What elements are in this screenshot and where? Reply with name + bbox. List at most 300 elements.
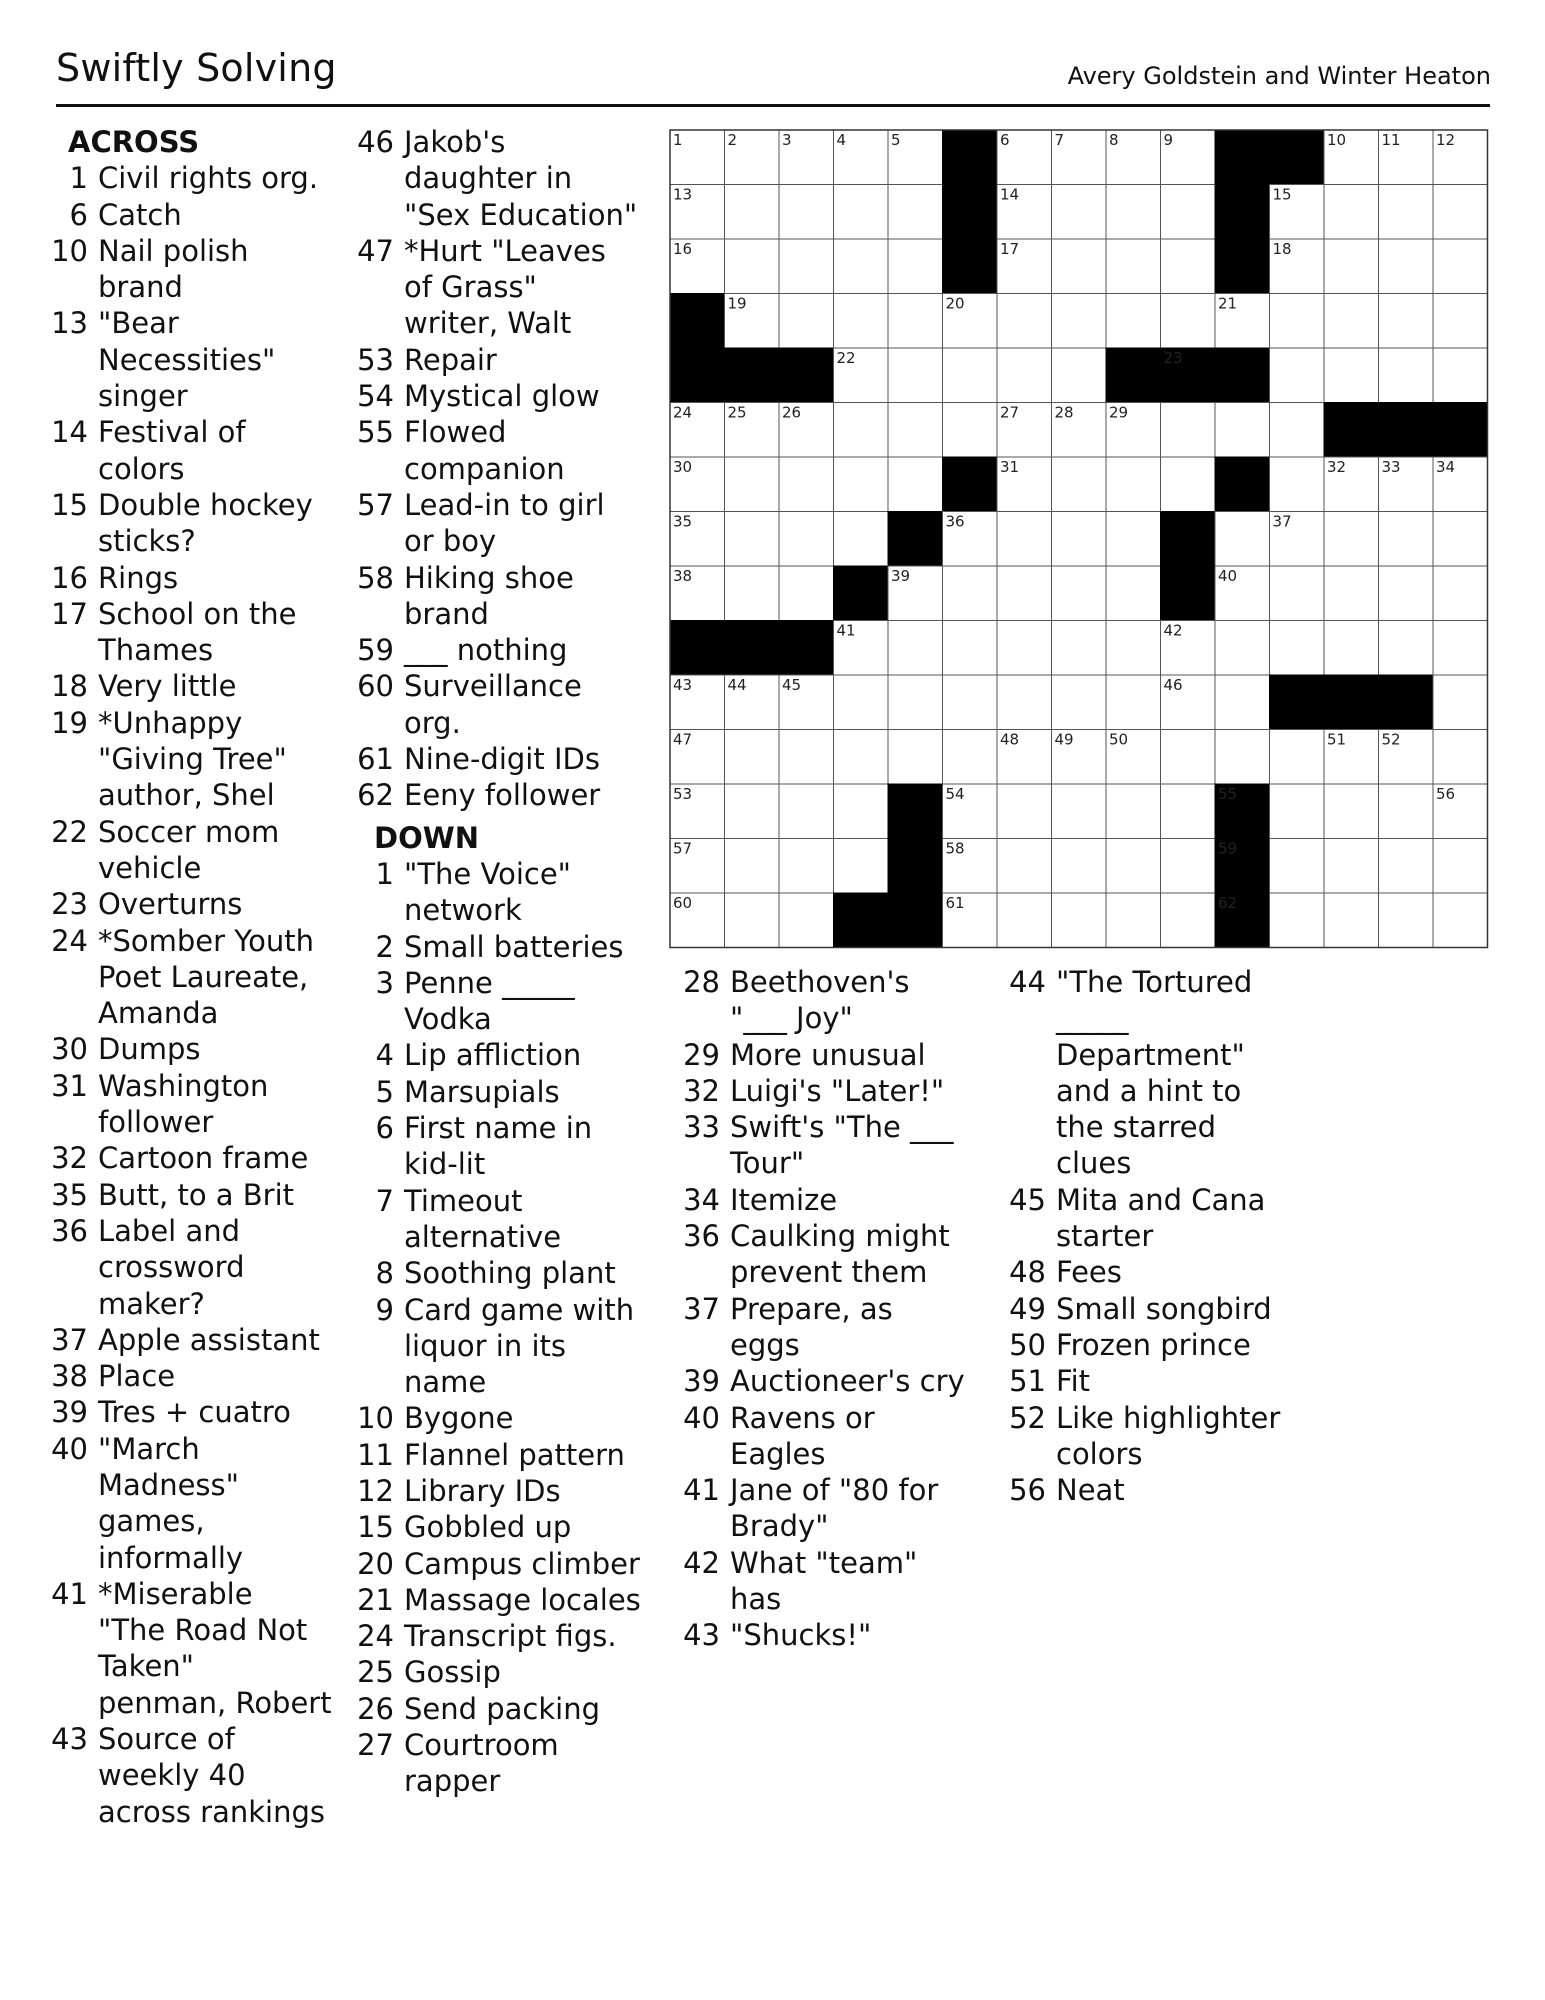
answer-cell[interactable]	[943, 566, 998, 621]
clue-number: 30	[51, 1032, 88, 1067]
answer-cell[interactable]	[1052, 621, 1107, 676]
answer-cell[interactable]	[1324, 185, 1379, 240]
clue-text-line: penman, Robert	[98, 1685, 332, 1720]
answer-cell[interactable]	[1052, 675, 1107, 730]
block-cell	[670, 294, 725, 349]
clue-text-line: kid-lit	[404, 1147, 486, 1182]
answer-cell[interactable]	[1052, 348, 1107, 403]
clue-text-line: Prepare, as	[730, 1291, 893, 1326]
answer-cell[interactable]	[1270, 348, 1325, 403]
clue-text-line: Fees	[1056, 1255, 1122, 1290]
clue-item	[50, 487, 350, 560]
cell-number: 6	[1000, 131, 1010, 149]
answer-cell[interactable]	[888, 348, 943, 403]
answer-cell[interactable]	[1106, 784, 1161, 839]
clue-text-line: "Sex Education"	[404, 197, 638, 232]
clue-item	[356, 741, 656, 777]
answer-cell[interactable]	[1215, 675, 1270, 730]
block-cell	[670, 621, 725, 676]
clue-text-line: Beethoven's	[730, 965, 910, 999]
cell-number: 12	[1436, 131, 1456, 149]
clue-item	[50, 197, 350, 233]
answer-cell[interactable]	[997, 294, 1052, 349]
answer-cell[interactable]	[725, 893, 780, 948]
answer-cell[interactable]	[1270, 839, 1325, 894]
answer-cell[interactable]	[1433, 675, 1488, 730]
clue-number: 31	[51, 1068, 88, 1103]
answer-cell[interactable]	[1106, 239, 1161, 294]
answer-cell[interactable]	[1433, 512, 1488, 567]
clue-number: 58	[357, 560, 394, 595]
answer-cell[interactable]	[1270, 784, 1325, 839]
clue-text-line: Place	[98, 1359, 176, 1394]
answer-cell[interactable]	[1379, 239, 1434, 294]
clue-item	[356, 1582, 656, 1618]
answer-cell[interactable]	[943, 675, 998, 730]
answer-cell[interactable]	[834, 294, 889, 349]
clue-number: 7	[375, 1183, 394, 1218]
answer-cell[interactable]	[834, 839, 889, 894]
cell-number: 52	[1381, 730, 1401, 749]
clue-text-line: *Hurt "Leaves	[404, 233, 606, 268]
answer-cell[interactable]	[1379, 893, 1434, 948]
answer-cell[interactable]	[1379, 294, 1434, 349]
clue-text-line: Very little	[98, 669, 237, 704]
answer-cell[interactable]	[1161, 457, 1216, 512]
clue-text-line: School on the	[98, 596, 297, 631]
clue-number: 27	[357, 1728, 394, 1763]
clue-text-line: alternative	[404, 1219, 562, 1254]
clue-item	[1008, 1291, 1328, 1327]
answer-cell[interactable]	[1324, 512, 1379, 567]
clue-number: 23	[51, 887, 88, 922]
cell-number: 45	[782, 676, 802, 694]
answer-cell[interactable]	[1433, 185, 1488, 240]
clue-text-line: "The Tortured	[1056, 965, 1253, 999]
clue-number: 22	[51, 814, 88, 849]
clue-text-line: has	[730, 1582, 782, 1617]
clue-number: 19	[51, 705, 88, 740]
block-cell	[1215, 457, 1270, 512]
answer-cell[interactable]	[888, 403, 943, 458]
clue-item	[50, 1431, 350, 1576]
block-cell	[834, 566, 889, 621]
clue-item	[682, 1218, 992, 1291]
clue-number: 62	[357, 778, 394, 813]
clue-number: 3	[375, 965, 394, 1000]
clue-text-line: Tour"	[730, 1146, 805, 1181]
cell-number: 28	[1054, 403, 1074, 422]
answer-cell[interactable]	[1106, 566, 1161, 621]
answer-cell[interactable]	[1324, 621, 1379, 676]
clue-number: 36	[51, 1213, 88, 1248]
answer-cell[interactable]	[997, 675, 1052, 730]
cell-number: 3	[782, 131, 792, 149]
answer-cell[interactable]	[1106, 839, 1161, 894]
clue-text-line: Swift's "The ___	[730, 1110, 954, 1145]
clue-number: 42	[683, 1545, 720, 1580]
clue-text-line: Gobbled up	[404, 1510, 572, 1545]
answer-cell[interactable]	[1433, 730, 1488, 785]
answer-cell[interactable]	[1052, 457, 1107, 512]
clue-text-line: Marsupials	[404, 1074, 560, 1109]
block-cell	[1106, 348, 1161, 403]
clue-text-line: *Somber Youth	[98, 923, 315, 958]
grid-svg[interactable]	[668, 128, 1490, 950]
clue-number: 47	[357, 233, 394, 268]
answer-cell[interactable]	[1379, 512, 1434, 567]
answer-cell[interactable]	[1052, 893, 1107, 948]
answer-cell[interactable]	[1161, 185, 1216, 240]
clue-text-line: Send packing	[404, 1691, 601, 1726]
block-cell	[1161, 566, 1216, 621]
answer-cell[interactable]	[1433, 566, 1488, 621]
answer-cell[interactable]	[1270, 294, 1325, 349]
clue-text-line: Surveillance	[404, 669, 582, 704]
clue-item	[50, 1031, 350, 1067]
answer-cell[interactable]	[1270, 621, 1325, 676]
clue-item	[682, 1617, 992, 1653]
clue-item	[682, 1363, 992, 1399]
cell-number: 26	[782, 403, 802, 422]
answer-cell[interactable]	[888, 185, 943, 240]
cell-number: 10	[1327, 131, 1347, 149]
answer-cell[interactable]	[1052, 239, 1107, 294]
block-cell	[834, 893, 889, 948]
cell-number: 41	[836, 621, 856, 640]
answer-cell[interactable]	[725, 185, 780, 240]
clue-number: 25	[357, 1655, 394, 1690]
answer-cell[interactable]	[1215, 621, 1270, 676]
clue-text-line: Rings	[98, 560, 179, 595]
answer-cell[interactable]	[997, 784, 1052, 839]
clue-text-line: More unusual	[730, 1037, 926, 1072]
clue-text-line: across rankings	[98, 1794, 326, 1829]
clue-number: 56	[1009, 1473, 1046, 1508]
cell-number: 37	[1272, 512, 1292, 531]
answer-cell[interactable]	[779, 566, 834, 621]
clue-number: 4	[375, 1038, 394, 1073]
cell-number: 5	[891, 131, 901, 149]
clue-number: 10	[51, 233, 88, 268]
answer-cell[interactable]	[1106, 675, 1161, 730]
answer-cell[interactable]	[1324, 893, 1379, 948]
clue-number: 52	[1009, 1400, 1046, 1435]
answer-cell[interactable]	[1270, 403, 1325, 458]
answer-cell[interactable]	[1161, 893, 1216, 948]
answer-cell[interactable]	[1052, 185, 1107, 240]
answer-cell[interactable]	[834, 730, 889, 785]
cell-number: 1	[673, 131, 683, 149]
clue-text-line: Civil rights org.	[98, 161, 319, 196]
clue-text-line: singer	[98, 379, 188, 414]
cell-number: 59	[1218, 839, 1238, 858]
clue-item	[1008, 1254, 1328, 1290]
block-cell	[725, 348, 780, 403]
clue-number: 1	[69, 161, 88, 196]
answer-cell[interactable]	[1161, 239, 1216, 294]
answer-cell[interactable]	[1270, 730, 1325, 785]
cell-number: 16	[673, 240, 693, 258]
cell-number: 46	[1163, 676, 1183, 694]
clue-text-line: Madness"	[98, 1467, 239, 1502]
cell-number: 2	[727, 131, 738, 149]
clue-number: 32	[51, 1141, 88, 1176]
answer-cell[interactable]	[888, 457, 943, 512]
clue-text-line: Nine-digit IDs	[404, 742, 600, 777]
clue-text-line: Frozen prince	[1056, 1327, 1251, 1362]
answer-cell[interactable]	[888, 730, 943, 785]
answer-cell[interactable]	[888, 294, 943, 349]
clue-number: 43	[51, 1722, 88, 1757]
cell-number: 57	[673, 839, 693, 858]
clue-item	[50, 1358, 350, 1394]
block-cell	[888, 893, 943, 948]
answer-cell[interactable]	[1379, 784, 1434, 839]
answer-cell[interactable]	[997, 566, 1052, 621]
answer-cell[interactable]	[725, 457, 780, 512]
answer-cell[interactable]	[1161, 403, 1216, 458]
cell-number: 44	[727, 676, 747, 694]
answer-cell[interactable]	[725, 512, 780, 567]
clue-number: 28	[683, 965, 720, 999]
clue-text-line: Gossip	[404, 1655, 501, 1690]
answer-cell[interactable]	[725, 784, 780, 839]
answer-cell[interactable]	[834, 512, 889, 567]
block-cell	[670, 348, 725, 403]
answer-cell[interactable]	[1379, 185, 1434, 240]
clue-item	[1008, 1182, 1328, 1255]
answer-cell[interactable]	[1052, 512, 1107, 567]
clue-number: 15	[357, 1510, 394, 1545]
clue-number: 9	[375, 1292, 394, 1327]
answer-cell[interactable]	[1433, 348, 1488, 403]
clue-item	[356, 378, 656, 414]
clue-item	[356, 1691, 656, 1727]
answer-cell[interactable]	[943, 348, 998, 403]
clue-text-line: brand	[404, 596, 489, 631]
answer-cell[interactable]	[1324, 566, 1379, 621]
answer-cell[interactable]	[1106, 621, 1161, 676]
answer-cell[interactable]	[1270, 893, 1325, 948]
clue-text-line: Repair	[404, 342, 497, 377]
clue-text-line: "March	[98, 1431, 200, 1466]
clue-text-line: ___ nothing	[404, 633, 568, 668]
clue-text-line: Campus climber	[404, 1546, 640, 1581]
answer-cell[interactable]	[779, 457, 834, 512]
clue-item	[356, 1727, 656, 1800]
answer-cell[interactable]	[1161, 784, 1216, 839]
clue-number: 6	[69, 197, 88, 232]
answer-cell[interactable]	[1052, 294, 1107, 349]
answer-cell[interactable]	[725, 730, 780, 785]
answer-cell[interactable]	[1215, 730, 1270, 785]
clue-text-line: Luigi's "Later!"	[730, 1073, 945, 1108]
clue-text-line: Caulking might	[730, 1219, 950, 1254]
answer-cell[interactable]	[1106, 512, 1161, 567]
clue-text-line: Mita and Cana	[1056, 1182, 1266, 1217]
clue-number: 39	[51, 1395, 88, 1430]
answer-cell[interactable]	[834, 239, 889, 294]
clue-number: 2	[375, 929, 394, 964]
answer-cell[interactable]	[1433, 893, 1488, 948]
answer-cell[interactable]	[1324, 348, 1379, 403]
clue-item	[682, 1037, 992, 1073]
clue-number: 41	[51, 1576, 88, 1611]
clue-text-line: "Giving Tree"	[98, 742, 287, 777]
answer-cell[interactable]	[997, 839, 1052, 894]
clue-text-line: Double hockey	[98, 487, 313, 522]
answer-cell[interactable]	[779, 512, 834, 567]
clue-text-line: Dumps	[98, 1032, 201, 1067]
block-cell	[1161, 512, 1216, 567]
answer-cell[interactable]	[943, 621, 998, 676]
clue-text-line: Cartoon frame	[98, 1141, 309, 1176]
clue-item	[50, 596, 350, 669]
cell-number: 34	[1436, 458, 1456, 476]
answer-cell[interactable]	[1161, 294, 1216, 349]
block-cell	[1215, 130, 1270, 185]
clue-number: 21	[357, 1582, 394, 1617]
clue-text-line: Butt, to a Brit	[98, 1177, 295, 1212]
answer-cell[interactable]	[834, 185, 889, 240]
answer-cell[interactable]	[1379, 348, 1434, 403]
clue-number: 12	[357, 1473, 394, 1508]
clue-number: 20	[357, 1546, 394, 1581]
answer-cell[interactable]	[1379, 839, 1434, 894]
cell-number: 51	[1327, 730, 1347, 749]
clue-text-line: Massage locales	[404, 1582, 641, 1617]
answer-cell[interactable]	[888, 621, 943, 676]
cell-number: 7	[1054, 131, 1065, 149]
clue-text-line: Jane of "80 for	[730, 1473, 939, 1508]
answer-cell[interactable]	[779, 185, 834, 240]
clue-text-line: Like highlighter	[1056, 1400, 1281, 1435]
cell-number: 22	[836, 349, 856, 367]
answer-cell[interactable]	[1161, 839, 1216, 894]
answer-cell[interactable]	[888, 675, 943, 730]
crossword-grid[interactable]	[668, 128, 1490, 950]
clue-number: 5	[375, 1074, 394, 1109]
clue-text-line: First name in	[404, 1111, 593, 1146]
answer-cell[interactable]	[1324, 839, 1379, 894]
clue-text-line: Soccer mom	[98, 814, 280, 849]
answer-cell[interactable]	[943, 730, 998, 785]
answer-cell[interactable]	[779, 294, 834, 349]
clue-item	[356, 1037, 656, 1073]
clue-item	[50, 886, 350, 922]
answer-cell[interactable]	[997, 512, 1052, 567]
block-cell	[1270, 675, 1325, 730]
cell-number: 42	[1163, 621, 1183, 640]
answer-cell[interactable]	[779, 839, 834, 894]
cell-number: 30	[673, 458, 693, 476]
block-cell	[725, 621, 780, 676]
block-cell	[1433, 403, 1488, 458]
clue-text-line: Lip affliction	[404, 1038, 582, 1073]
clue-item	[682, 1109, 992, 1182]
clue-text-line: Soothing plant	[404, 1256, 616, 1291]
clue-number: 35	[51, 1177, 88, 1212]
cell-number: 23	[1163, 349, 1183, 367]
answer-cell[interactable]	[1106, 457, 1161, 512]
clue-item	[356, 777, 656, 813]
answer-cell[interactable]	[1161, 730, 1216, 785]
answer-cell[interactable]	[997, 893, 1052, 948]
clue-item	[682, 1472, 992, 1545]
answer-cell[interactable]	[1379, 566, 1434, 621]
answer-cell[interactable]	[779, 893, 834, 948]
answer-cell[interactable]	[1052, 839, 1107, 894]
answer-cell[interactable]	[779, 239, 834, 294]
clue-text-line: Amanda	[98, 996, 219, 1031]
answer-cell[interactable]	[1106, 185, 1161, 240]
answer-cell[interactable]	[997, 348, 1052, 403]
answer-cell[interactable]	[779, 784, 834, 839]
answer-cell[interactable]	[1433, 839, 1488, 894]
cell-number: 17	[1000, 240, 1020, 258]
answer-cell[interactable]	[834, 784, 889, 839]
clue-item	[356, 856, 656, 929]
answer-cell[interactable]	[997, 621, 1052, 676]
answer-cell[interactable]	[1106, 294, 1161, 349]
clue-text-line: writer, Walt	[404, 306, 572, 341]
answer-cell[interactable]	[1324, 239, 1379, 294]
clue-number: 24	[51, 923, 88, 958]
clue-text-line: What "team"	[730, 1545, 918, 1580]
clue-text-line: Bygone	[404, 1401, 514, 1436]
answer-cell[interactable]	[943, 403, 998, 458]
answer-cell[interactable]	[888, 239, 943, 294]
clue-number: 40	[51, 1431, 88, 1466]
clue-text-line: rapper	[404, 1764, 501, 1799]
answer-cell[interactable]	[1433, 294, 1488, 349]
answer-cell[interactable]	[1215, 512, 1270, 567]
answer-cell[interactable]	[834, 675, 889, 730]
answer-cell[interactable]	[834, 457, 889, 512]
clue-text-line: "Shucks!"	[730, 1618, 872, 1653]
clue-item	[356, 1618, 656, 1654]
answer-cell[interactable]	[725, 239, 780, 294]
clue-item	[356, 1473, 656, 1509]
answer-cell[interactable]	[1379, 621, 1434, 676]
answer-cell[interactable]	[1270, 566, 1325, 621]
answer-cell[interactable]	[779, 730, 834, 785]
answer-cell[interactable]	[725, 566, 780, 621]
clue-item	[356, 233, 656, 342]
clue-column-2	[356, 124, 656, 1800]
answer-cell[interactable]	[834, 403, 889, 458]
answer-cell[interactable]	[1052, 566, 1107, 621]
answer-cell[interactable]	[1433, 239, 1488, 294]
clue-text-line: Vodka	[404, 1002, 492, 1037]
cell-number: 32	[1327, 458, 1347, 476]
answer-cell[interactable]	[1215, 403, 1270, 458]
answer-cell[interactable]	[1324, 784, 1379, 839]
clue-text-line: Nail polish	[98, 233, 249, 268]
answer-cell[interactable]	[1270, 457, 1325, 512]
clue-item	[356, 1255, 656, 1291]
clue-item	[50, 1322, 350, 1358]
answer-cell[interactable]	[725, 839, 780, 894]
clue-item	[50, 1140, 350, 1176]
clue-number: 11	[357, 1437, 394, 1472]
clue-text-line: Thames	[98, 633, 214, 668]
answer-cell[interactable]	[1324, 294, 1379, 349]
answer-cell[interactable]	[1433, 621, 1488, 676]
answer-cell[interactable]	[1106, 893, 1161, 948]
answer-cell[interactable]	[1052, 784, 1107, 839]
